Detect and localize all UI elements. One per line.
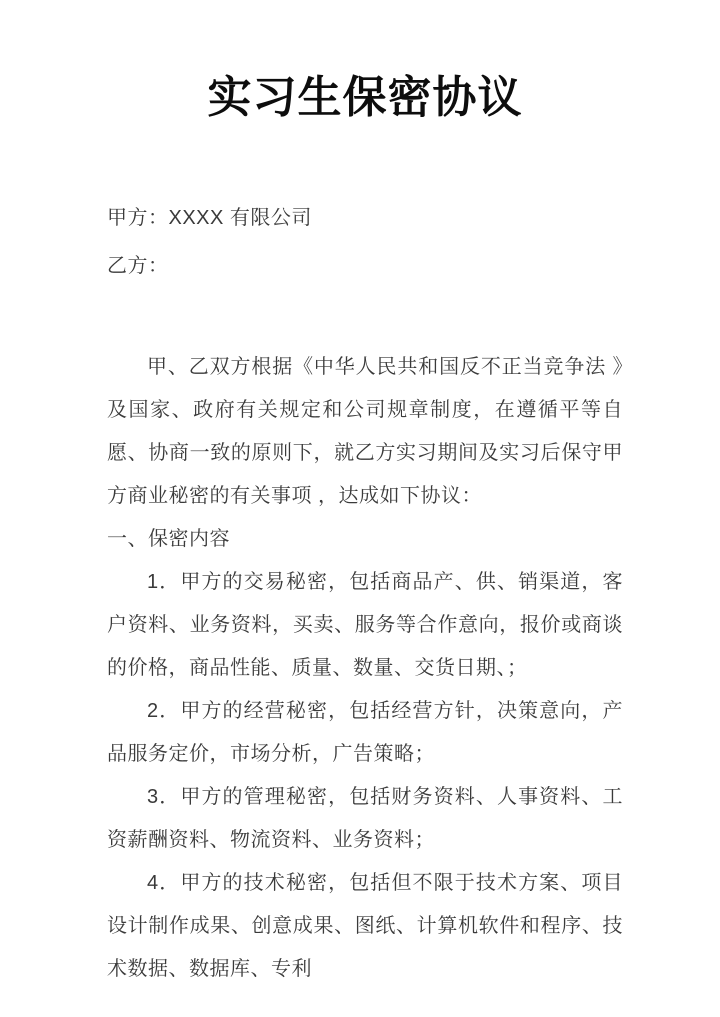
clause-2-business-secrets: 2．甲方的经营秘密，包括经营方针，决策意向，产品服务定价，市场分析，广告策略； — [107, 700, 623, 765]
document-body — [107, 346, 623, 991]
clause-4-technical-secrets: 4．甲方的技术秘密，包括但不限于技术方案、项目设计制作成果、创意成果、图纸、计算机软件和程序、技术数据、数据库、专利 — [107, 872, 623, 980]
party-b-line: 乙方： — [107, 255, 169, 277]
clause-1-trade-secrets: 1．甲方的交易秘密，包括商品产、供、销渠道，客户资料、业务资料，买卖、服务等合作意向，报价或商谈的价格，商品性能、质量、数量、交货日期、； — [107, 571, 623, 679]
document-title: 实习生保密协议 — [207, 73, 523, 122]
clause-3-management-secrets: 3．甲方的管理秘密，包括财务资料、人事资料、工资薪酬资料、物流资料、业务资料； — [107, 786, 623, 851]
section-heading-confidential-content: 一、保密内容 — [107, 528, 230, 550]
party-a-line: 甲方：XXXX 有限公司 — [107, 207, 312, 229]
intro-paragraph: 甲、乙双方根据《中华人民共和国反不正当竞争法 》及国家、政府有关规定和公司规章制度，在遵循平等自愿、协商一致的原则下，就乙方实习期间及实习后保守甲方商业秘密的有关事项 ，达成如下协议： — [107, 356, 623, 507]
